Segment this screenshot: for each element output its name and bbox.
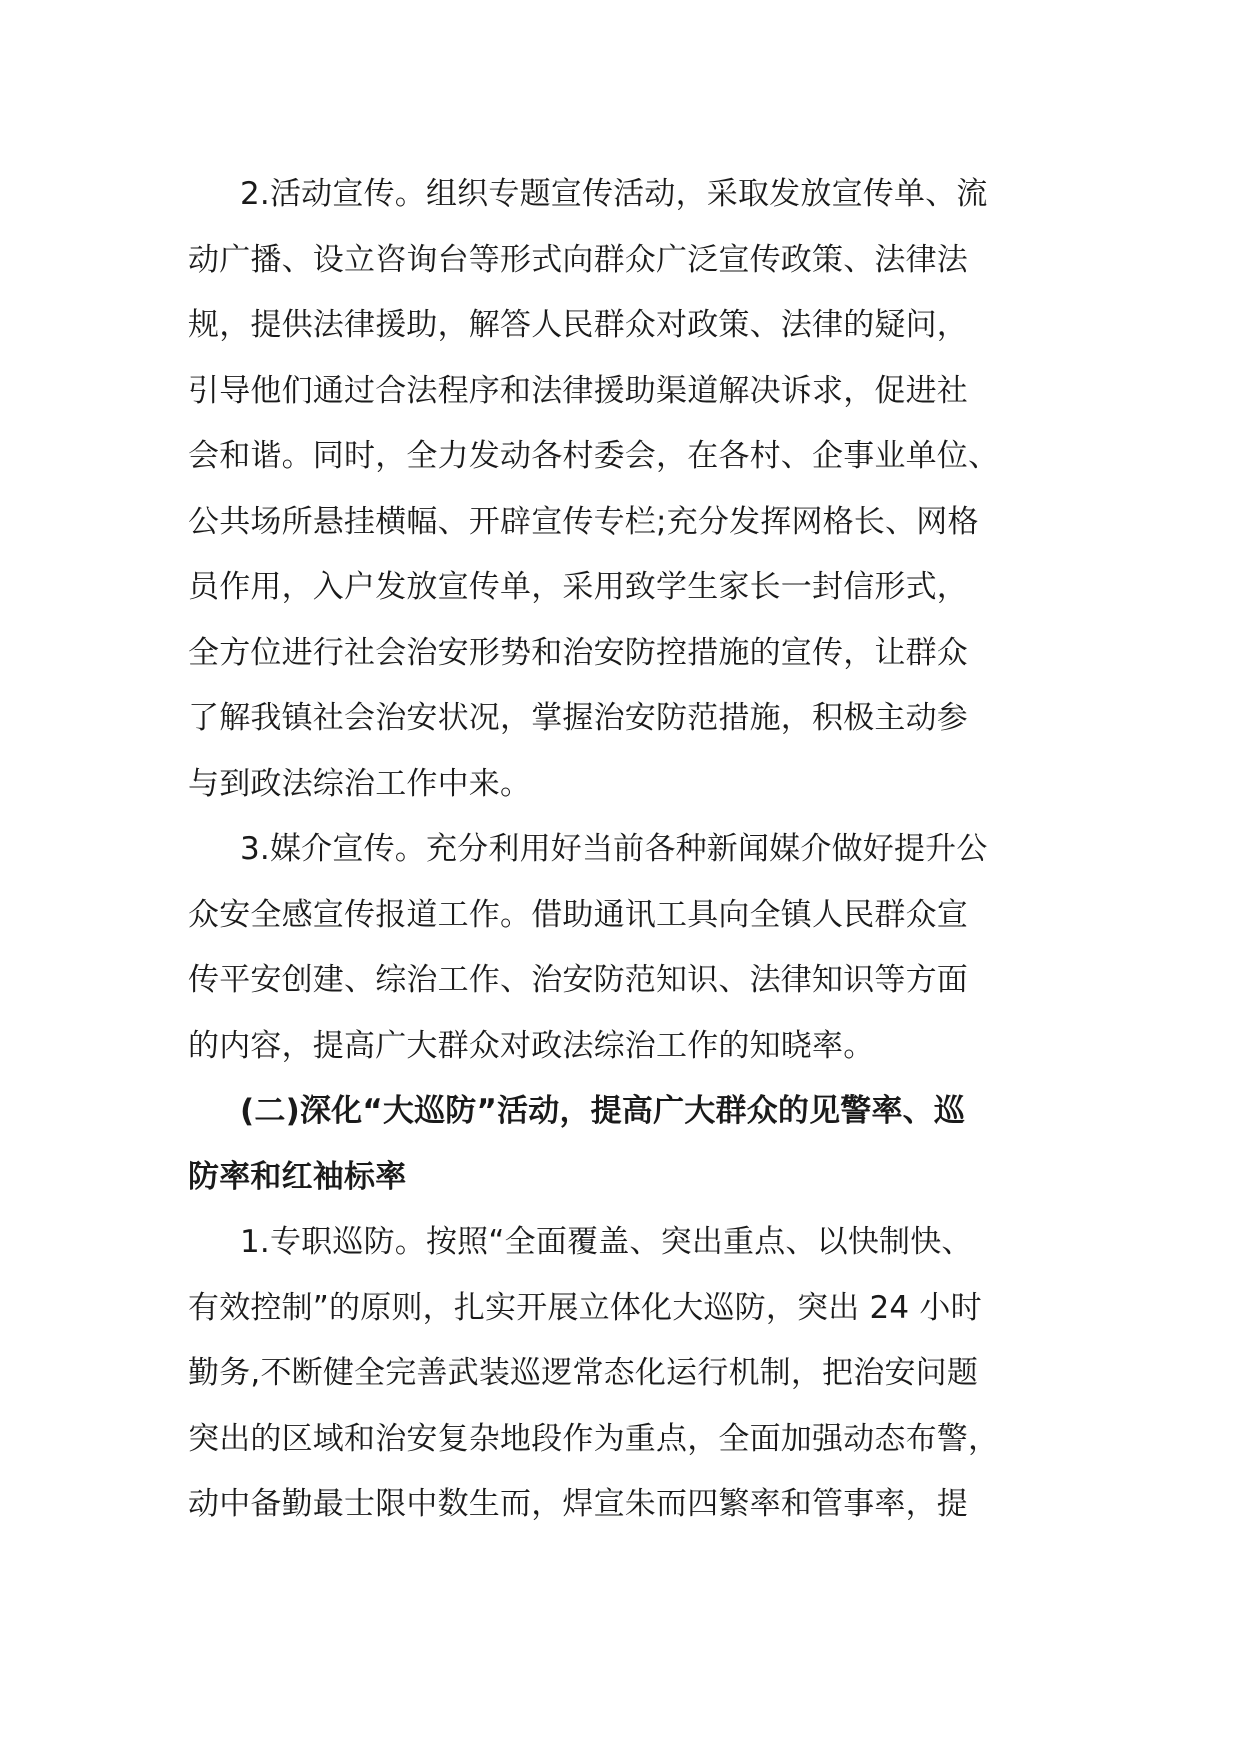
text-line: 的内容，提高广大群众对政法综治工作的知晓率。 [188,1027,875,1064]
text-line: 众安全感宣传报道工作。借助通讯工具向全镇人民群众宣 [188,896,968,933]
text-line: 引导他们通过合法程序和法律援助渠道解决诉求，促进社 [188,372,968,409]
text-line: 突出的区域和治安复杂地段作为重点，全面加强动态布警， [188,1420,1000,1457]
text-line: 公共场所悬挂横幅、开辟宣传专栏;充分发挥网格长、网格 [188,503,979,540]
text-line: 动广播、设立咨询台等形式向群众广泛宣传政策、法律法 [188,241,968,278]
text-line: 与到政法综治工作中来。 [188,765,532,802]
text-line: 勤务,不断健全完善武装巡逻常态化运行机制，把治安问题 [188,1355,979,1391]
text-line: 了解我镇社会治安状况，掌握治安防范措施，积极主动参 [188,700,968,736]
text-line: 动中备勤最士限中数生而，焊宣朱而四繁率和管事率，提 [188,1486,968,1522]
text-line: 全方位进行社会治安形势和治安防控措施的宣传，让群众 [188,634,968,671]
text-line: 传平安创建、综治工作、治安防范知识、法律知识等方面 [188,962,968,998]
section-heading-line: (二)深化“大巡防”活动，提高广大群众的见警率、巡 [240,1093,966,1129]
text-line: 有效控制”的原则，扎实开展立体化大巡防，突出 24 小时 [188,1289,982,1326]
text-line: 会和谐。同时，全力发动各村委会，在各村、企事业单位、 [188,438,1000,474]
document-body [188,162,1080,1538]
text-line: 规，提供法律援助，解答人民群众对政策、法律的疑问， [188,307,968,343]
text-line: 2.活动宣传。组织专题宣传活动，采取发放宣传单、流 [240,176,988,212]
text-line: 3.媒介宣传。充分利用好当前各种新闻媒介做好提升公 [240,831,988,867]
text-line: 1.专职巡防。按照“全面覆盖、突出重点、以快制快、 [240,1224,973,1260]
text-line: 员作用，入户发放宣传单，采用致学生家长一封信形式， [188,569,968,605]
section-heading-line: 防率和红袖标率 [188,1158,407,1195]
